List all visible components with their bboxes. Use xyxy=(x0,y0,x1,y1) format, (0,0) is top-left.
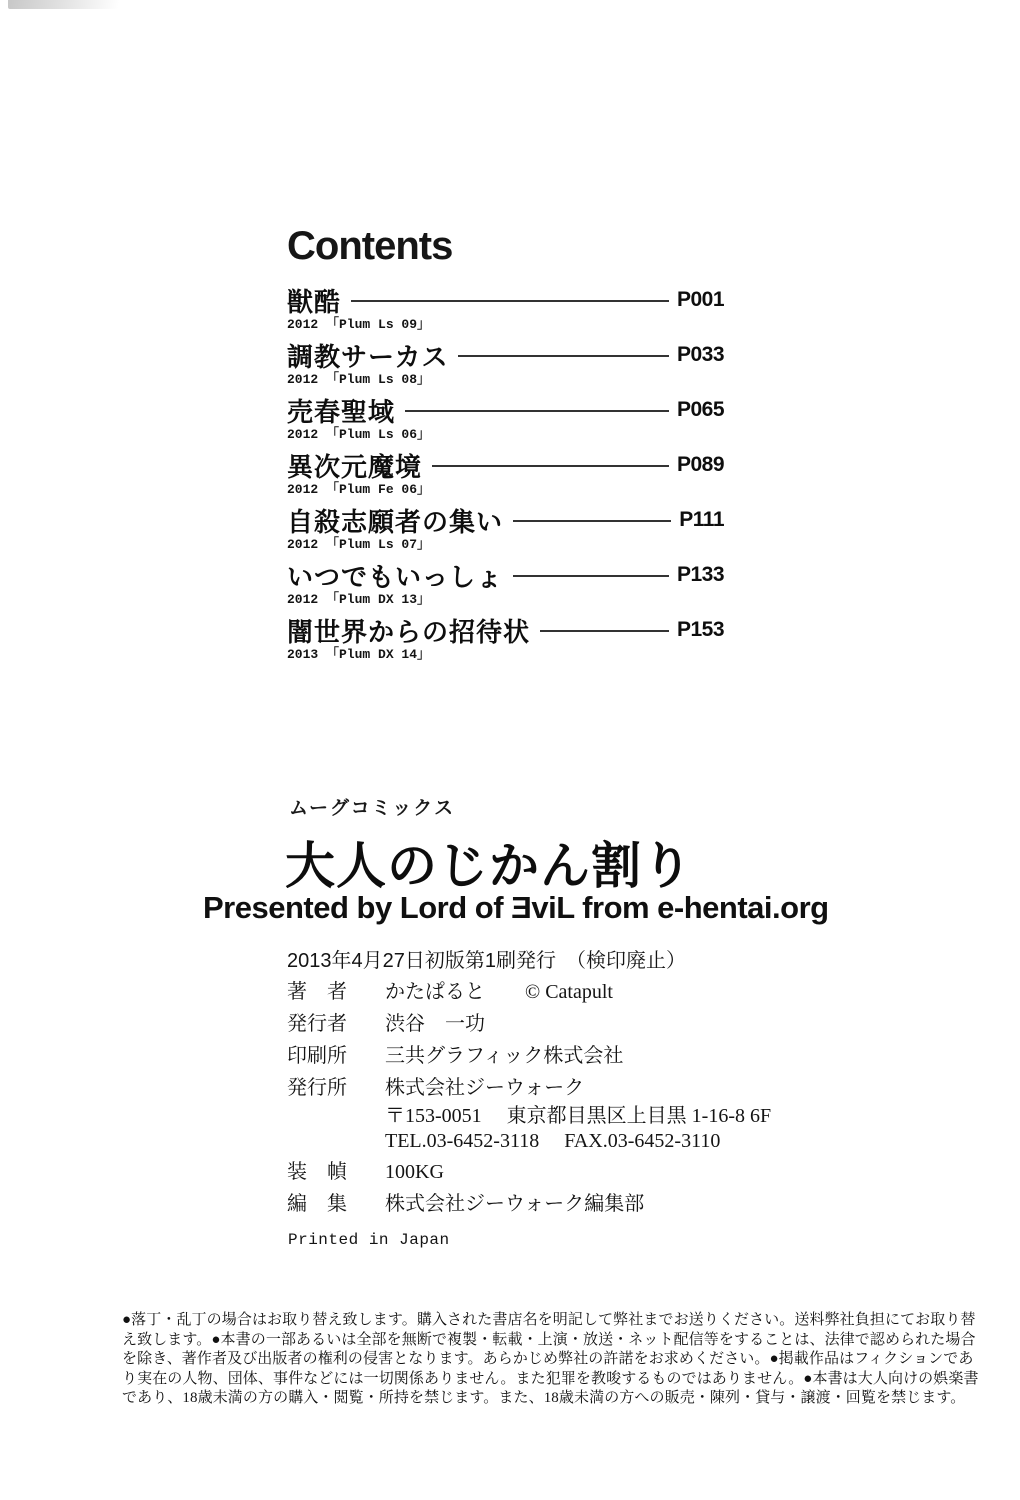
toc-entry xyxy=(287,560,724,607)
colophon-row-label: 著 者 xyxy=(287,981,347,1003)
toc-leader-line xyxy=(351,300,669,302)
contents-section xyxy=(287,224,724,670)
toc-page-number: P153 xyxy=(676,618,724,641)
book-title: 大人のじかん割り xyxy=(285,838,693,894)
toc-entry xyxy=(287,450,724,497)
toc-entry-caption: 2013 「Plum DX 14」 xyxy=(287,647,431,662)
toc-row xyxy=(287,285,724,315)
toc-leader-line xyxy=(458,355,668,357)
colophon-row-value: 株式会社ジーウォーク xyxy=(385,1077,585,1099)
toc-entry xyxy=(287,505,724,552)
colophon-row-label: 編 集 xyxy=(287,1193,347,1215)
toc-entry-caption: 2012 「Plum DX 13」 xyxy=(287,592,431,607)
toc-row xyxy=(287,450,724,480)
toc-entry xyxy=(287,395,724,442)
scan-smudge xyxy=(8,0,138,9)
toc-entry-title: いつでもいっしょ xyxy=(287,561,504,592)
colophon-row-value: 三共グラフィック株式会社 xyxy=(385,1045,624,1067)
disclaimer-line: り実在の人物、団体、事件などには一切関係ありません。また犯罪を教唆するものではありません。●本書は大人向けの娯楽書 xyxy=(122,1370,979,1387)
printed-in-japan: Printed in Japan xyxy=(288,1231,450,1249)
toc-row xyxy=(287,560,724,590)
toc-entry xyxy=(287,285,724,332)
toc-row xyxy=(287,505,724,535)
colophon-row-label: 発行所 xyxy=(287,1077,347,1099)
toc-leader-line xyxy=(513,520,671,522)
edition-line: 2013年4月27日初版第1刷発行 （検印廃止） xyxy=(287,950,686,972)
toc-entry-title: 調教サーカス xyxy=(287,341,449,372)
toc-page-number: P001 xyxy=(676,288,724,311)
colophon-row xyxy=(287,1193,771,1216)
toc-entry-title: 売春聖域 xyxy=(287,396,396,427)
colophon-row xyxy=(287,1013,771,1036)
colophon-row xyxy=(287,1161,771,1184)
colophon-row-label: 装 幀 xyxy=(287,1161,347,1183)
colophon-row-label: 発行者 xyxy=(287,1013,347,1035)
toc-entry-caption: 2012 「Plum Ls 09」 xyxy=(287,317,431,332)
toc-entry-caption: 2012 「Plum Ls 07」 xyxy=(287,537,431,552)
colophon-row-label: 印刷所 xyxy=(287,1045,347,1067)
toc-entry-caption: 2012 「Plum Ls 08」 xyxy=(287,372,431,387)
contents-title: Contents xyxy=(287,224,453,268)
colophon-row-value: 株式会社ジーウォーク編集部 xyxy=(385,1193,645,1215)
toc-page-number: P089 xyxy=(676,453,724,476)
toc-leader-line xyxy=(405,410,669,412)
toc-page-number: P133 xyxy=(676,563,724,586)
colophon-section xyxy=(287,981,771,1225)
disclaimer-line: え致します。●本書の一部あるいは全部を無断で複製・転載・上演・放送・ネット配信等をすることは、法律で認められた場合 xyxy=(122,1331,976,1348)
colophon-row xyxy=(287,981,771,1004)
toc-row xyxy=(287,395,724,425)
toc-page-number: P065 xyxy=(676,398,724,421)
toc-entry-caption: 2012 「Plum Fe 06」 xyxy=(287,482,431,497)
colophon-row xyxy=(287,1045,771,1068)
colophon-row xyxy=(287,1077,771,1100)
toc-row xyxy=(287,340,724,370)
toc-entry-title: 獣酷 xyxy=(287,286,342,317)
toc-entry-title: 異次元魔境 xyxy=(287,451,423,482)
toc-entry xyxy=(287,340,724,387)
toc-entry-title: 闇世界からの招待状 xyxy=(287,616,531,647)
toc-row xyxy=(287,615,724,645)
watermark-credit: Presented by Lord of ƎviL from e-hentai.org xyxy=(203,890,829,925)
disclaimer-line: であり、18歳未満の方の購入・閲覧・所持を禁じます。また、18歳未満の方への販売・陳列・貸与・譲渡・回覧を禁じます。 xyxy=(122,1390,966,1406)
toc-leader-line xyxy=(513,575,669,577)
publisher-address-line: 〒153-0051 東京都目黒区上目黒 1-16-8 6F xyxy=(385,1105,772,1127)
disclaimer-line: を除き、著作者及び出版者の権利の侵害となります。あらかじめ弊社の許諾をお求めください。●掲載作品はフィクションであ xyxy=(122,1351,974,1367)
toc-entry xyxy=(287,615,724,662)
disclaimer-line: ●落丁・乱丁の場合はお取り替え致します。購入された書店名を明記して弊社までお送りください。送料弊社負担にてお取り替 xyxy=(122,1312,976,1328)
toc-entry-caption: 2012 「Plum Ls 06」 xyxy=(287,427,431,442)
colophon-row-value: 渋谷 一功 xyxy=(385,1013,485,1035)
toc-leader-line xyxy=(432,465,669,467)
imprint-label: ムーグコミックス xyxy=(289,798,456,819)
toc-page-number: P033 xyxy=(676,343,724,366)
toc-leader-line xyxy=(540,630,669,632)
publisher-contact-block xyxy=(287,1104,771,1154)
toc-entry-title: 自殺志願者の集い xyxy=(287,506,504,537)
colophon-row-value: かたぱると © Catapult xyxy=(385,981,613,1003)
disclaimer-section xyxy=(122,1311,979,1409)
publisher-tel-line: TEL.03-6452-3118 FAX.03-6452-3110 xyxy=(385,1130,721,1152)
colophon-row-value: 100KG xyxy=(385,1161,444,1183)
toc-page-number: P111 xyxy=(679,508,724,531)
